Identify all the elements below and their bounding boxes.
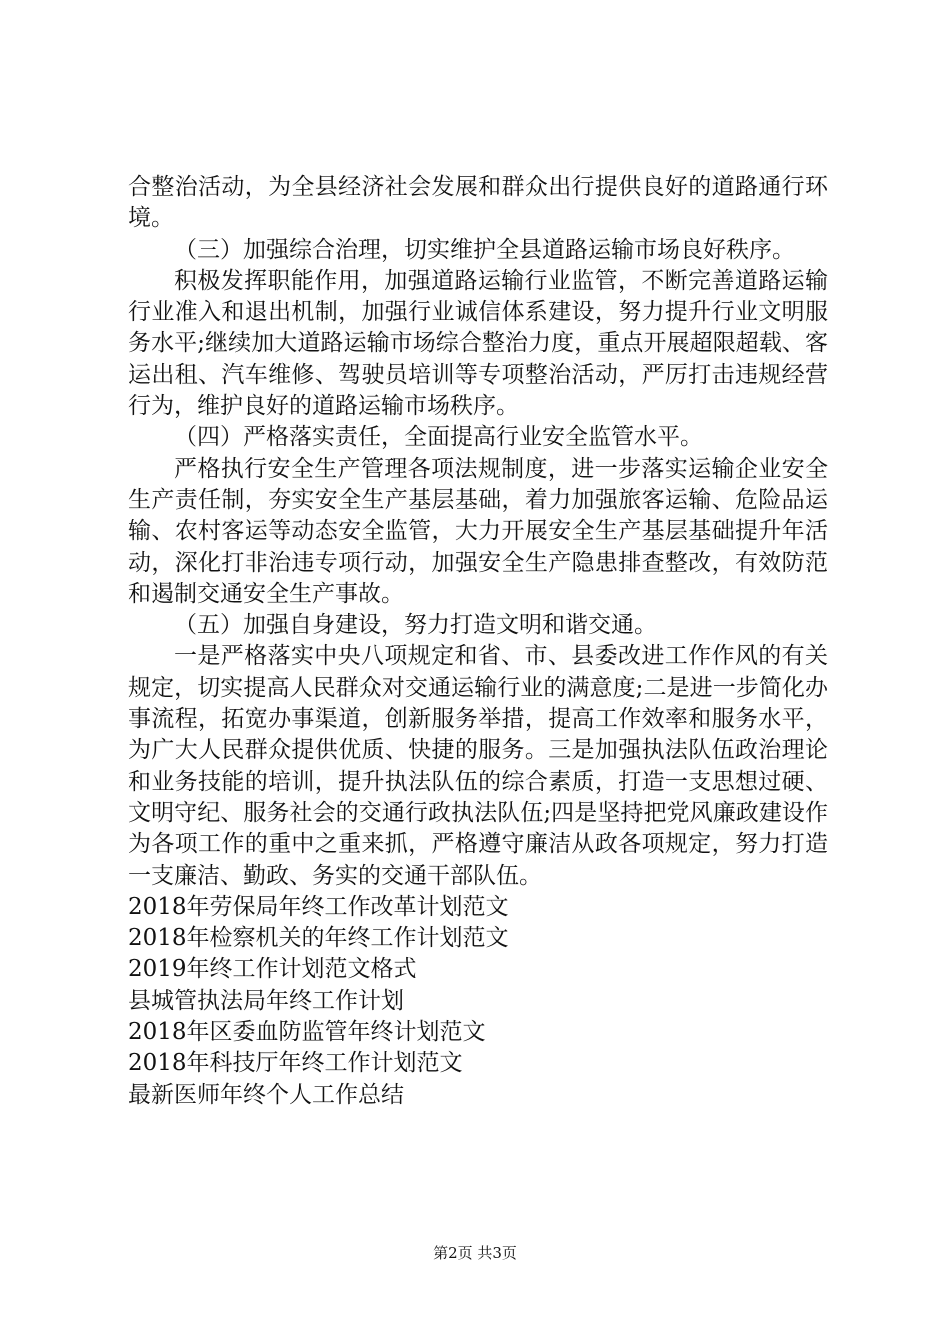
related-link[interactable]: 2018年劳保局年终工作改革计划范文 xyxy=(128,893,509,920)
page-number-footer: 第2页 共3页 xyxy=(433,1244,517,1262)
section-heading-3: （三）加强综合治理，切实维护全县道路运输市场良好秩序。 xyxy=(174,236,795,263)
section-heading-5: （五）加强自身建设，努力打造文明和谐交通。 xyxy=(174,612,657,639)
paragraph-body: 严格执行安全生产管理各项法规制度，进一步落实运输企业安全生产责任制，夯实安全生产基层基础，着力加强旅客运输、危险品运输、农村客运等动态安全监管，大力开展安全生产基层基础提升年活动，深化打非治违专项行动，加强安全生产隐患排查整改，有效防范和遏制交通安全生产事故。 xyxy=(128,455,828,607)
related-link[interactable]: 县城管执法局年终工作计划 xyxy=(128,987,404,1014)
related-link[interactable]: 2018年科技厅年终工作计划范文 xyxy=(128,1050,463,1077)
paragraph-body: 积极发挥职能作用，加强道路运输行业监管，不断完善道路运输行业准入和退出机制，加强行业诚信体系建设，努力提升行业文明服务水平;继续加大道路运输市场综合整治力度，重点开展超限超载、客运出租、汽车维修、驾驶员培训等专项整治活动，严厉打击违规经营行为，维护良好的道路运输市场秩序。 xyxy=(128,267,828,420)
paragraph-continuation: 合整治活动，为全县经济社会发展和群众出行提供良好的道路通行环境。 xyxy=(128,174,828,232)
related-link[interactable]: 2019年终工作计划范文格式 xyxy=(128,956,417,983)
related-link[interactable]: 2018年检察机关的年终工作计划范文 xyxy=(128,925,509,952)
related-links-list xyxy=(128,892,828,1111)
document-body xyxy=(128,172,828,1111)
related-link[interactable]: 最新医师年终个人工作总结 xyxy=(128,1081,404,1108)
section-heading-4: （四）严格落实责任，全面提高行业安全监管水平。 xyxy=(174,424,703,451)
paragraph-body: 一是严格落实中央八项规定和省、市、县委改进工作作风的有关规定，切实提高人民群众对交通运输行业的满意度;二是进一步简化办事流程，拓宽办事渠道，创新服务举措，提高工作效率和服务水平，为广大人民群众提供优质、快捷的服务。三是加强执法队伍政治理论和业务技能的培训，提升执法队伍的综合素质，打造一支思想过硬、文明守纪、服务社会的交通行政执法队伍;四是坚持把党风廉政建设作为各项工作的重中之重来抓，严格遵守廉洁从政各项规定，努力打造一支廉洁、勤政、务实的交通干部队伍。 xyxy=(128,643,828,889)
related-link[interactable]: 2018年区委血防监管年终计划范文 xyxy=(128,1019,486,1046)
